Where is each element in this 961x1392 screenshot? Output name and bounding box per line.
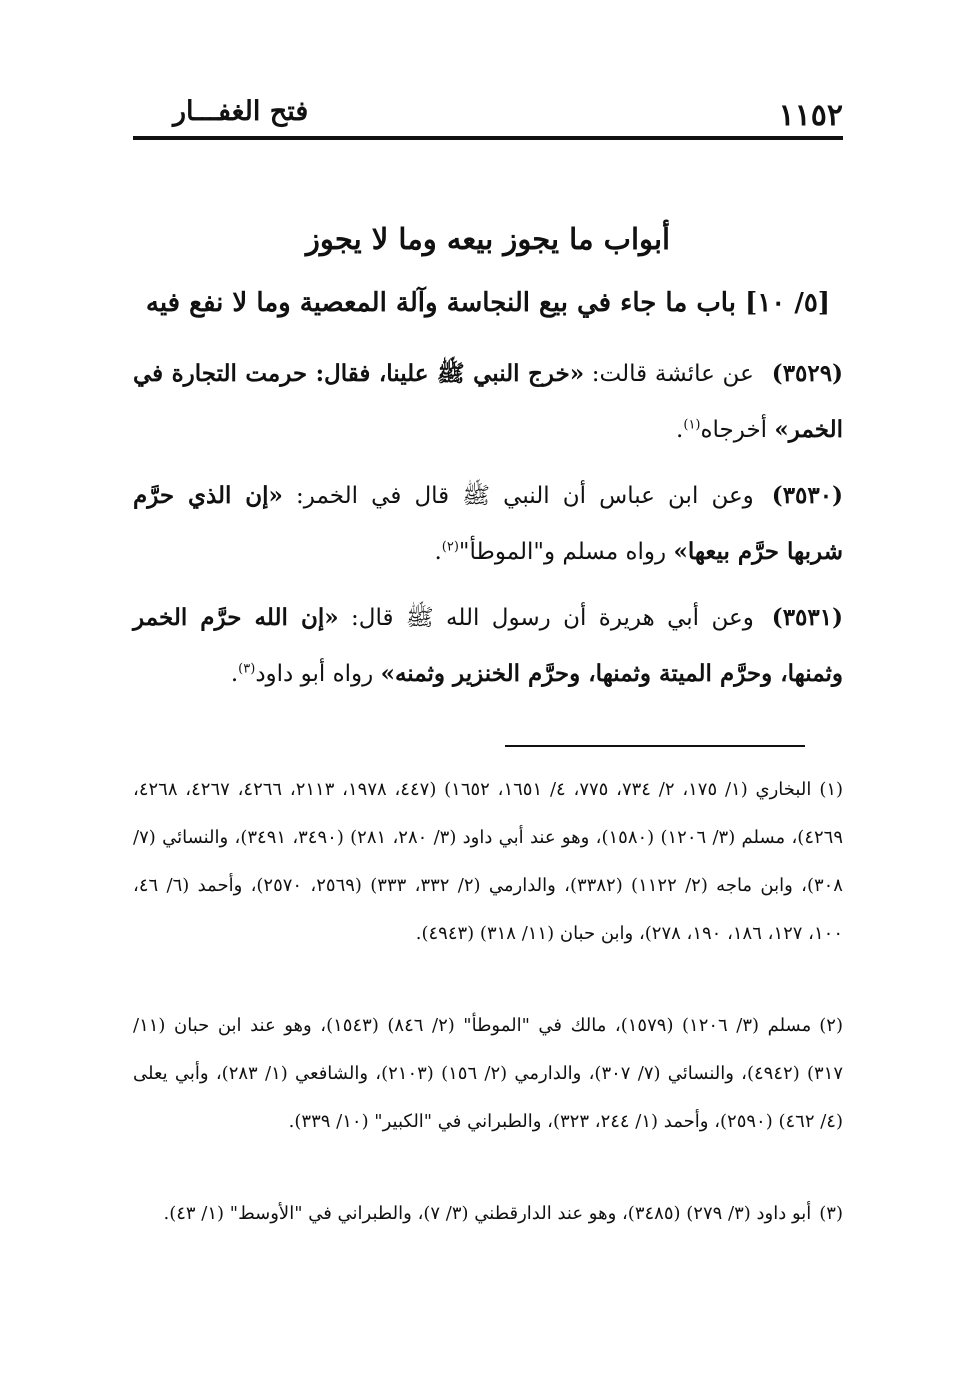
hadith-paragraph: [133, 346, 843, 458]
footnote-text: مسلم (٣/ ١٢٠٦) (١٥٧٩)، مالك في "الموطأ" (٢/ ٨٤٦) (١٥٤٣)، وهو عند ابن حبان (١١/ ٣١٧) (٤٩٤٢)، والنسائي (٧/ ٣٠٧)، والدارمي (٢/ ١٥٦) (٢١٠٣)، والشافعي (١/ ٢٨٣)، وأبي يعلى (٤/ ٤٦٢) (٢٥٩٠)، وأحمد (١/ ٢٤٤، ٣٢٣)، والطبراني في "الكبير" (١٠/ ٣٣٩).: [133, 1015, 844, 1132]
hadith-end: .: [676, 417, 684, 443]
hadith-source: رواه أبو داود: [255, 661, 381, 687]
footnote-number: (١): [819, 779, 844, 800]
page-number: ١١٥٢: [778, 98, 843, 133]
footnote-text: أبو داود (٣/ ٢٧٩) (٣٤٨٥)، وهو عند الدارقطني (٣/ ٧)، والطبراني في "الأوسط" (١/ ٤٣).: [163, 1203, 812, 1224]
footnote: [133, 1002, 843, 1146]
hadith-source: أخرجاه: [700, 417, 775, 443]
hadith-lead: وعن ابن عباس أن النبي ﷺ قال في الخمر:: [282, 483, 754, 509]
hadith-quote: «إن الذي حرَّم شربها حرَّم بيعها»: [133, 482, 843, 565]
hadith-quote: «خرج النبي ﷺ علينا، فقال: حرمت التجارة في الخمر»: [133, 360, 843, 443]
main-title: أبواب ما يجوز بيعه وما لا يجوز: [305, 222, 671, 256]
footnote-ref: (٣): [238, 661, 256, 677]
hadith-paragraph: [133, 468, 843, 580]
footnote-number: (٢): [819, 1015, 843, 1036]
page-header: [133, 92, 843, 136]
hadith-end: .: [230, 661, 239, 687]
hadith-lead: وعن أبي هريرة أن رسول الله ﷺ قال:: [338, 605, 754, 631]
footnote-ref: (٢): [441, 539, 459, 555]
header-rule: [133, 136, 843, 140]
footnote: [133, 1190, 843, 1238]
footnote-separator: [505, 745, 805, 747]
hadith-paragraph: [133, 590, 843, 702]
chapter-title: [٥/ ١٠] باب ما جاء في بيع النجاسة وآلة المعصية وما لا نفع فيه: [145, 288, 831, 318]
hadith-number: (٣٥٢٩): [771, 360, 843, 387]
hadith-number: (٣٥٣١): [771, 604, 843, 631]
hadith-quote: «إن الله حرَّم الخمر وثمنها، وحرَّم الميتة وثمنها، وحرَّم الخنزير وثمنه»: [133, 604, 843, 687]
hadith-source: رواه مسلم و"الموطأ": [458, 539, 674, 565]
footnote-ref: (١): [683, 417, 701, 433]
hadith-number: (٣٥٣٠): [771, 482, 843, 509]
running-title: فتح الغفـــار: [173, 96, 309, 127]
hadith-lead: عن عائشة قالت:: [584, 361, 754, 387]
footnote-text: البخاري (١/ ١٧٥، ٢/ ٧٣٤، ٧٧٥، ٤/ ١٦٥١، ١٦٥٢) (٤٤٧، ١٩٧٨، ٢١١٣، ٤٢٦٦، ٤٢٦٧، ٤٢٦٨، ٤٢٦٩)، مسلم (٣/ ١٢٠٦) (١٥٨٠)، وهو عند أبي داود (٣/ ٢٨٠، ٢٨١) (٣٤٩٠، ٣٤٩١)، والنسائي (٧/ ٣٠٨)، وابن ماجه (٢/ ١١٢٢) (٣٣٨٢)، والدارمي (٢/ ٣٣٢، ٣٣٣) (٢٥٦٩، ٢٥٧٠)، وأحمد (٦/ ٤٦، ١٠٠، ١٢٧، ١٨٦، ١٩٠، ٢٧٨)، وابن حبان (١١/ ٣١٨) (٤٩٤٣).: [133, 779, 843, 944]
footnote-number: (٣): [819, 1203, 843, 1224]
hadith-end: .: [434, 539, 442, 565]
footnote: [133, 766, 843, 958]
